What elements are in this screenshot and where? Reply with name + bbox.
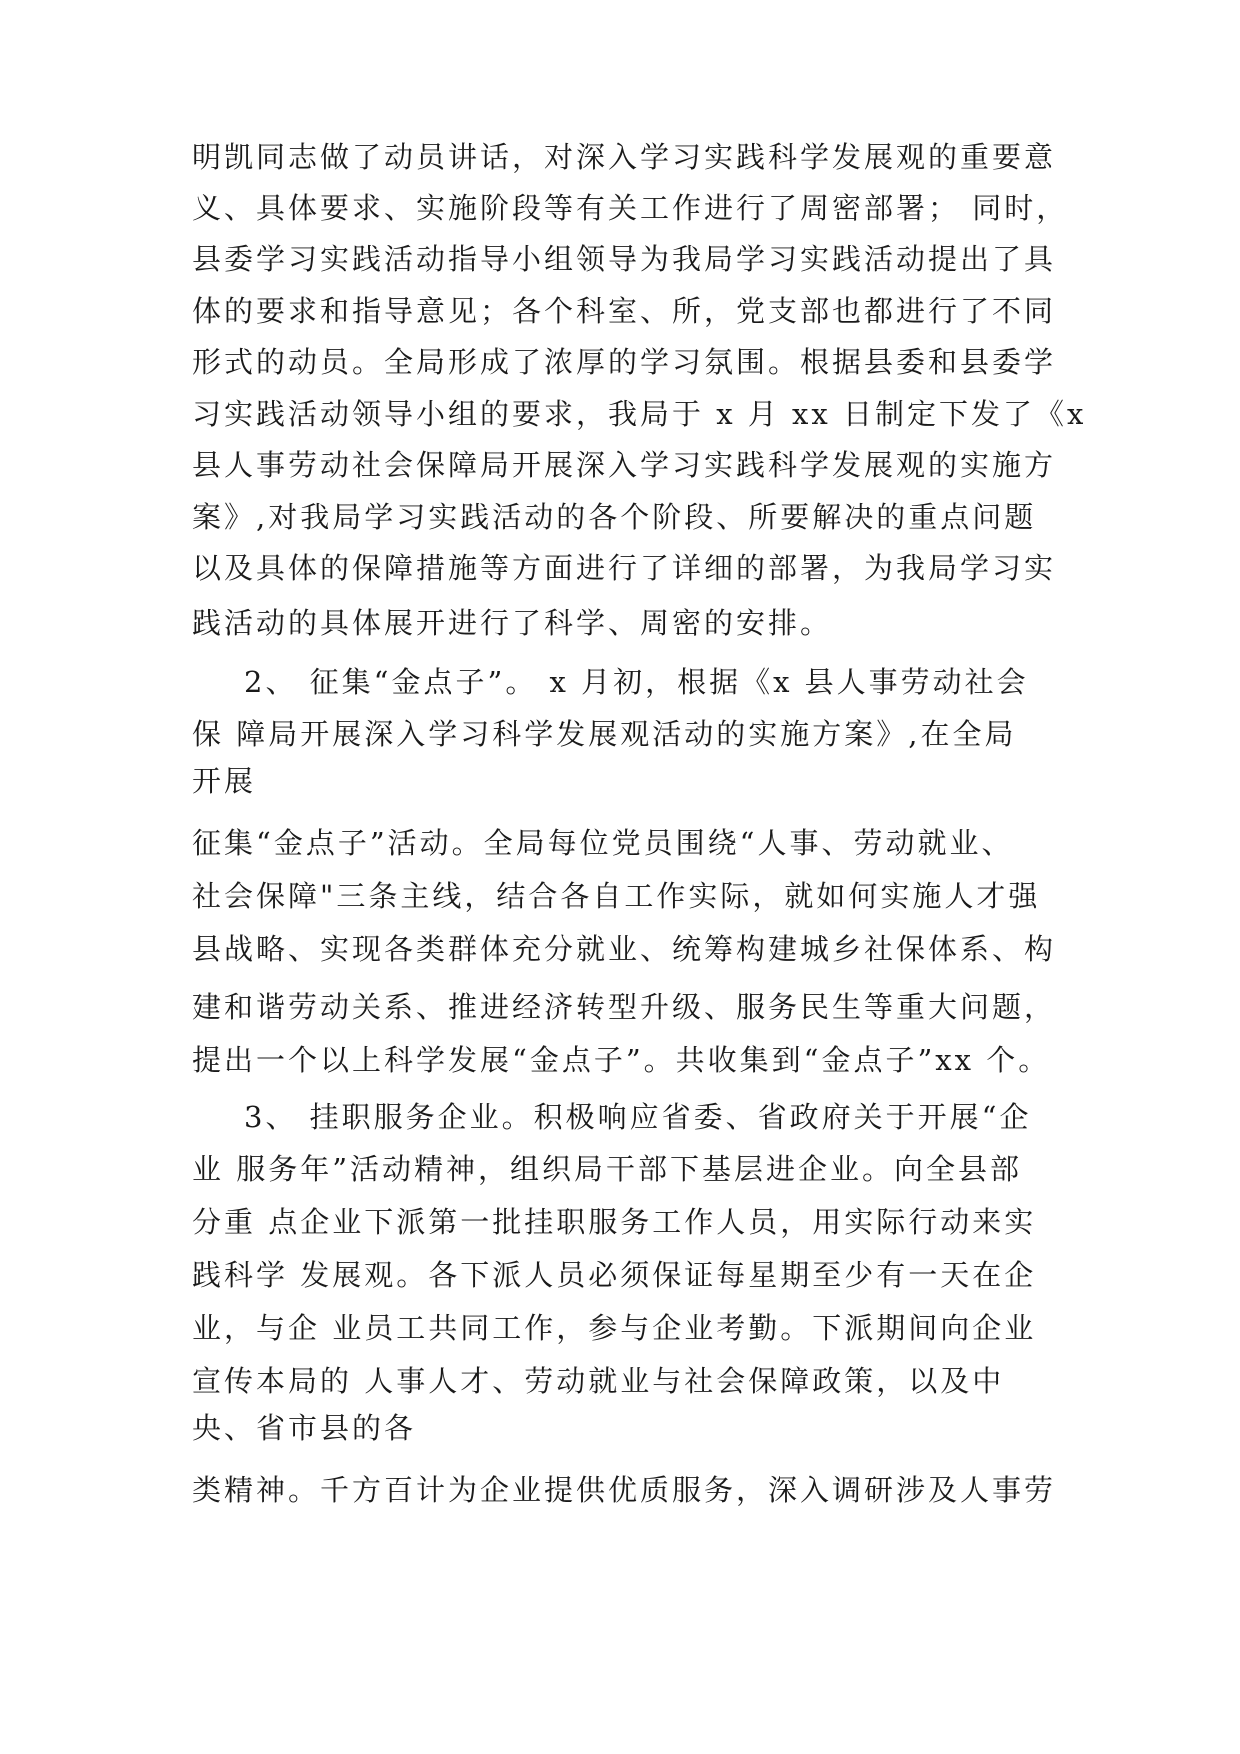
text-line-12: 保 障局开展深入学习科学发展观活动的实施方案》,在全局 <box>192 717 1017 751</box>
text-line-13: 开展 <box>192 764 257 798</box>
text-line-26: 类精神。千方百计为企业提供优质服务，深入调研涉及人事劳 <box>192 1473 1057 1507</box>
text-line-25: 央、省市县的各 <box>192 1411 417 1445</box>
text-line-2: 义、具体要求、实施阶段等有关工作进行了周密部署； 同时， <box>192 191 1069 225</box>
paragraph-2-first-line: 2、 征集“金点子”。 x 月初，根据《x 县人事劳动社会 <box>244 665 1029 699</box>
text-line-14: 征集“金点子”活动。全局每位党员围绕“人事、劳动就业、 <box>192 826 1014 860</box>
text-line-5: 形式的动员。全局形成了浓厚的学习氛围。根据县委和县委学 <box>192 345 1057 379</box>
text-line-23: 业，与企 业员工共同工作，参与企业考勤。下派期间向企业 <box>192 1311 1037 1345</box>
paragraph-3-first-line: 3、 挂职服务企业。积极响应省委、省政府关于开展“企 <box>244 1100 1032 1134</box>
text-line-16: 县战略、实现各类群体充分就业、统筹构建城乡社保体系、构 <box>192 932 1057 966</box>
text-line-24: 宣传本局的 人事人才、劳动就业与社会保障政策，以及中 <box>192 1364 1005 1398</box>
text-line-3: 县委学习实践活动指导小组领导为我局学习实践活动提出了具 <box>192 242 1057 276</box>
text-line-10: 践活动的具体展开进行了科学、周密的安排。 <box>192 606 833 640</box>
text-line-1: 明凯同志做了动员讲话，对深入学习实践科学发展观的重要意 <box>192 140 1057 174</box>
text-line-7: 县人事劳动社会保障局开展深入学习实践科学发展观的实施方 <box>192 448 1057 482</box>
text-line-18: 提出一个以上科学发展“金点子”。共收集到“金点子”xx 个。 <box>192 1043 1051 1077</box>
text-line-20: 业 服务年”活动精神，组织局干部下基层进企业。向全县部 <box>192 1152 1023 1186</box>
text-line-8: 案》,对我局学习实践活动的各个阶段、所要解决的重点问题 <box>192 500 1037 534</box>
text-line-15: 社会保障"三条主线，结合各自工作实际，就如何实施人才强 <box>192 879 1041 913</box>
text-line-6: 习实践活动领导小组的要求，我局于 x 月 xx 日制定下发了《x <box>192 397 1087 431</box>
text-line-21: 分重 点企业下派第一批挂职服务工作人员，用实际行动来实 <box>192 1205 1037 1239</box>
text-line-4: 体的要求和指导意见；各个科室、所，党支部也都进行了不同 <box>192 294 1057 328</box>
text-line-22: 践科学 发展观。各下派人员必须保证每星期至少有一天在企 <box>192 1258 1037 1292</box>
text-line-9: 以及具体的保障措施等方面进行了详细的部署，为我局学习实 <box>192 551 1057 585</box>
text-line-17: 建和谐劳动关系、推进经济转型升级、服务民生等重大问题， <box>192 990 1057 1024</box>
